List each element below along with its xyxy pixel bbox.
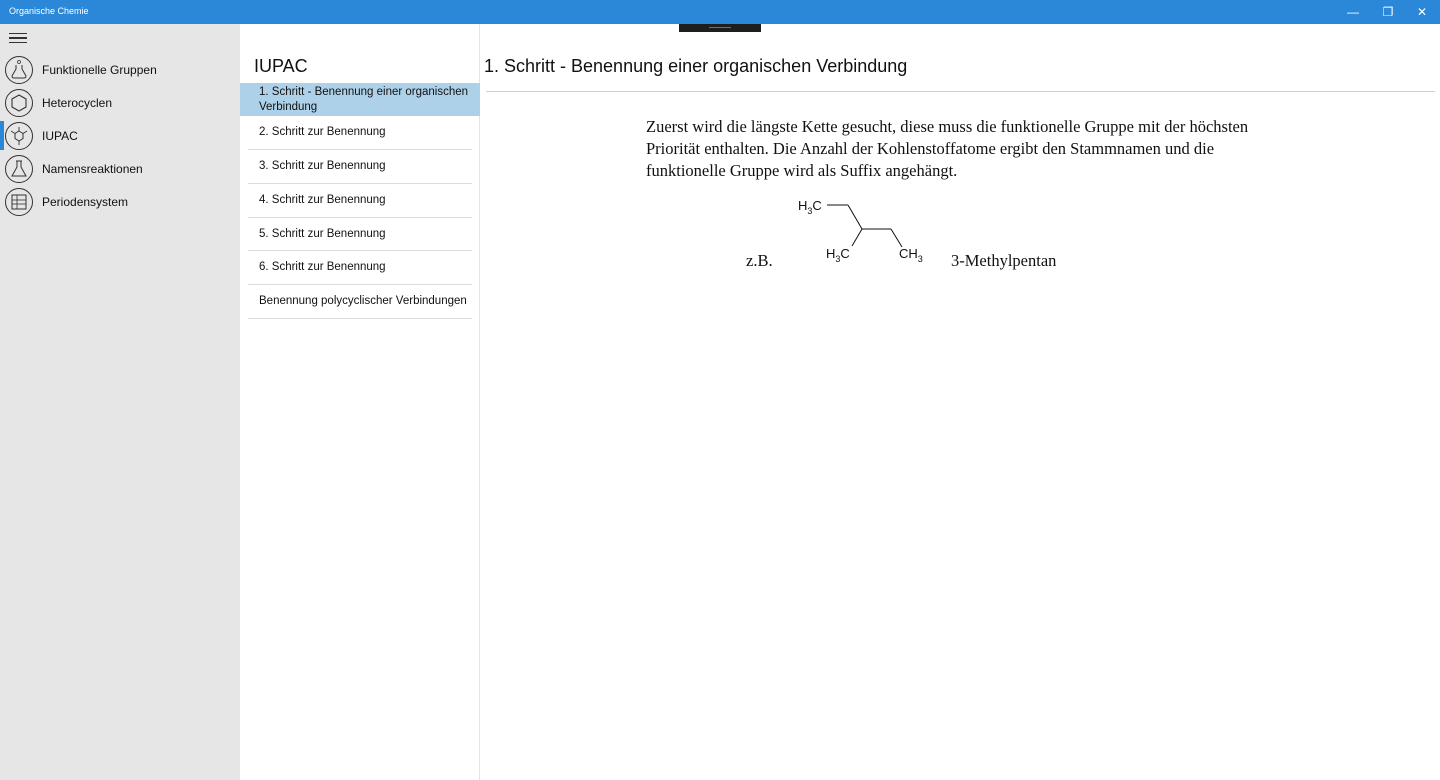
bond (848, 205, 862, 229)
atom-h3c-bottom: $H_3C$ (826, 246, 850, 264)
title-bar (0, 0, 1440, 24)
compound-name: 3-Methylpentan (951, 251, 1057, 270)
erlenmeyer-flask-icon (5, 155, 33, 183)
list-item-schritt-3[interactable]: 3. Schritt zur Benennung (248, 150, 472, 184)
hamburger-icon (9, 33, 27, 34)
nav-pane (0, 24, 240, 780)
molecule-structure-icon (5, 122, 33, 150)
nav-item-label: IUPAC (42, 128, 78, 143)
example-prefix: z.B. (746, 251, 773, 270)
window-title: Organische Chemie (9, 6, 89, 16)
page-title: 1. Schritt - Benennung einer organischen Verbindung (484, 56, 908, 76)
list-item-schritt-1[interactable]: 1. Schritt - Benennung einer organischen Verbindung (240, 83, 480, 116)
list-header: IUPAC (254, 56, 308, 76)
nav-item-heterocyclen[interactable] (0, 86, 240, 119)
list-item-schritt-5[interactable]: 5. Schritt zur Benennung (248, 218, 472, 251)
periodic-table-icon (5, 188, 33, 216)
nav-item-periodensystem[interactable] (0, 185, 240, 218)
restore-button[interactable]: ❐ (1382, 5, 1394, 19)
title-divider (486, 91, 1435, 92)
atom-h3c-top: $H_3C$ (798, 198, 822, 216)
list-item-polycyclisch[interactable]: Benennung polycyclischer Verbindungen (248, 285, 472, 319)
nav-item-label: Namensreaktionen (42, 161, 143, 176)
list-item-schritt-2[interactable]: 2. Schritt zur Benennung (248, 116, 472, 150)
nav-item-namensreaktionen[interactable] (0, 152, 240, 185)
nav-item-funktionelle-gruppen[interactable] (0, 53, 240, 86)
list-item-schritt-4[interactable]: 4. Schritt zur Benennung (248, 184, 472, 218)
nav-item-label: Heterocyclen (42, 95, 113, 110)
flask-molecule-icon (5, 56, 33, 84)
nav-item-iupac[interactable] (0, 119, 240, 152)
bond (891, 229, 902, 247)
topic-list-pane (240, 24, 480, 780)
atom-ch3-right: $CH_3$ (899, 246, 923, 264)
ring-icon (5, 89, 33, 117)
structural-formula (790, 190, 940, 270)
minimize-button[interactable]: — (1347, 5, 1359, 19)
nav-item-label: Periodensystem (42, 194, 129, 209)
close-button[interactable]: ✕ (1416, 5, 1428, 19)
drag-handle[interactable] (679, 24, 761, 32)
bond (852, 229, 862, 246)
hamburger-menu-button[interactable] (0, 24, 36, 52)
list-item-schritt-6[interactable]: 6. Schritt zur Benennung (248, 251, 472, 285)
nav-item-label: Funktionelle Gruppen (42, 62, 157, 77)
explanation-text: Zuerst wird die längste Kette gesucht, diese muss die funktionelle Gruppe mit der höchsten Priorität enthalten. Die Anzahl der Kohlenstoffatome ergibt den Stammnamen und die funktionelle Gruppe wird als Suffix angehängt. (646, 117, 1249, 180)
